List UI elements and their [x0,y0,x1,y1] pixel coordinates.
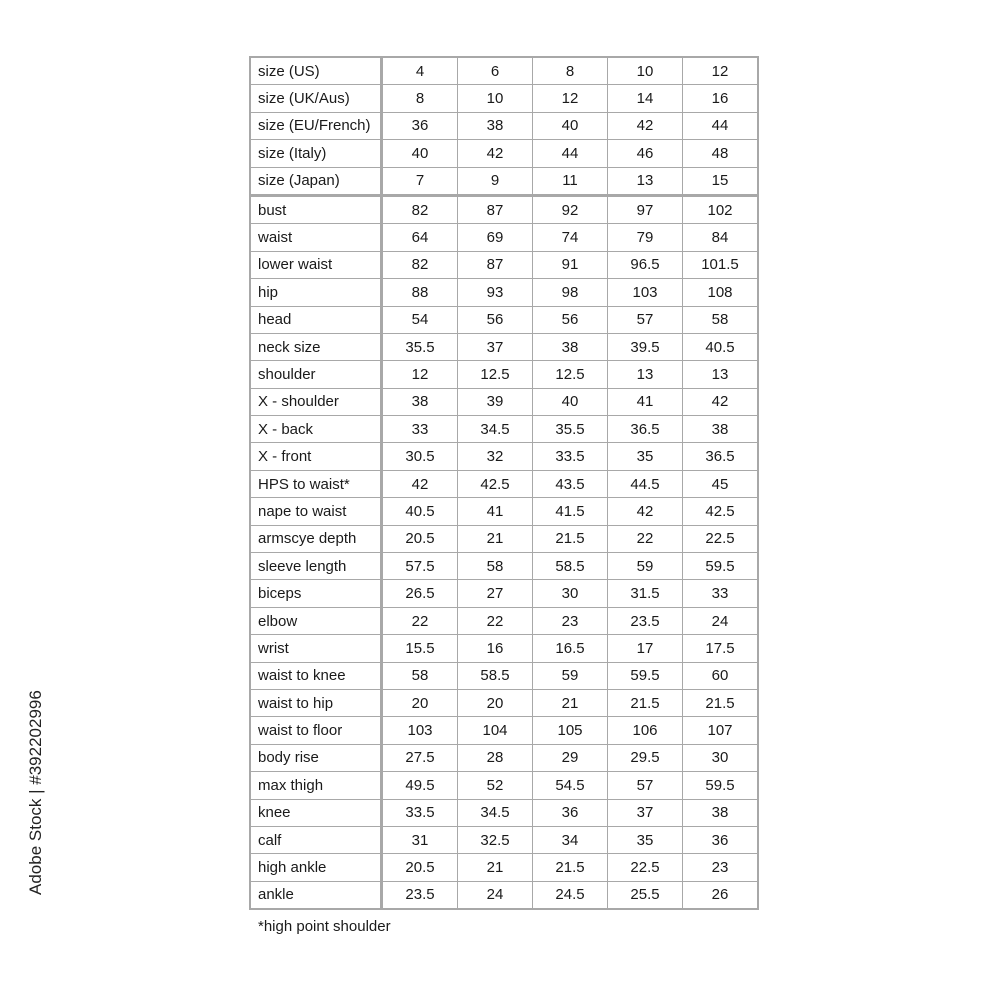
size-value-cell: 27 [458,580,533,607]
size-value-cell: 35.5 [382,333,458,360]
footnote: *high point shoulder [258,918,391,935]
size-value-cell: 39.5 [608,333,683,360]
size-value-cell: 21.5 [683,689,759,716]
size-value-cell: 88 [382,279,458,306]
size-value-cell: 33 [382,416,458,443]
size-value-cell: 21.5 [533,525,608,552]
size-value-cell: 57 [608,772,683,799]
size-value-cell: 58.5 [533,553,608,580]
measurement-row [250,224,758,251]
row-label: lower waist [250,251,382,278]
size-value-cell: 28 [458,744,533,771]
measurement-row [250,361,758,388]
size-value-cell: 35.5 [533,416,608,443]
size-value-cell: 74 [533,224,608,251]
size-system-row [250,112,758,139]
row-label: knee [250,799,382,826]
row-label: hip [250,279,382,306]
size-value-cell: 43.5 [533,470,608,497]
size-value-cell: 48 [683,140,759,167]
size-value-cell: 24 [458,881,533,909]
size-value-cell: 35 [608,443,683,470]
size-value-cell: 22 [608,525,683,552]
measurement-row [250,388,758,415]
row-label: waist to hip [250,689,382,716]
size-value-cell: 91 [533,251,608,278]
measurement-row [250,772,758,799]
measurement-row [250,799,758,826]
size-value-cell: 35 [608,826,683,853]
size-value-cell: 23.5 [382,881,458,909]
size-value-cell: 16.5 [533,635,608,662]
size-value-cell: 22.5 [683,525,759,552]
row-label: X - front [250,443,382,470]
measurement-row [250,607,758,634]
size-value-cell: 36 [382,112,458,139]
size-value-cell: 21 [458,525,533,552]
size-value-cell: 37 [608,799,683,826]
size-value-cell: 42.5 [683,498,759,525]
size-value-cell: 21 [533,689,608,716]
row-label: size (US) [250,57,382,85]
size-value-cell: 87 [458,251,533,278]
row-label: nape to waist [250,498,382,525]
size-value-cell: 12 [382,361,458,388]
size-value-cell: 21.5 [608,689,683,716]
row-label: size (Japan) [250,167,382,195]
row-label: waist [250,224,382,251]
measurement-row [250,689,758,716]
size-value-cell: 27.5 [382,744,458,771]
size-value-cell: 4 [382,57,458,85]
size-value-cell: 102 [683,195,759,223]
size-value-cell: 54 [382,306,458,333]
size-value-cell: 84 [683,224,759,251]
size-value-cell: 59 [608,553,683,580]
row-label: X - back [250,416,382,443]
size-value-cell: 6 [458,57,533,85]
size-value-cell: 22 [382,607,458,634]
size-value-cell: 82 [382,195,458,223]
size-value-cell: 37 [458,333,533,360]
size-value-cell: 79 [608,224,683,251]
row-label: body rise [250,744,382,771]
size-value-cell: 10 [458,85,533,112]
size-value-cell: 33.5 [533,443,608,470]
row-label: biceps [250,580,382,607]
size-value-cell: 40.5 [382,498,458,525]
size-value-cell: 31.5 [608,580,683,607]
size-value-cell: 11 [533,167,608,195]
size-system-row [250,57,758,85]
size-value-cell: 33.5 [382,799,458,826]
size-value-cell: 42 [382,470,458,497]
size-value-cell: 22 [458,607,533,634]
size-value-cell: 30.5 [382,443,458,470]
row-label: X - shoulder [250,388,382,415]
measurement-row [250,498,758,525]
size-value-cell: 104 [458,717,533,744]
size-value-cell: 20.5 [382,525,458,552]
size-value-cell: 44.5 [608,470,683,497]
size-value-cell: 98 [533,279,608,306]
size-value-cell: 36.5 [683,443,759,470]
size-value-cell: 45 [683,470,759,497]
row-label: elbow [250,607,382,634]
size-value-cell: 12.5 [458,361,533,388]
measurement-row [250,525,758,552]
size-value-cell: 22.5 [608,854,683,881]
size-value-cell: 20 [382,689,458,716]
size-value-cell: 13 [608,167,683,195]
size-value-cell: 12.5 [533,361,608,388]
size-value-cell: 34 [533,826,608,853]
size-value-cell: 13 [608,361,683,388]
measurement-row [250,306,758,333]
size-value-cell: 16 [458,635,533,662]
size-system-row [250,140,758,167]
size-value-cell: 15.5 [382,635,458,662]
size-value-cell: 41 [458,498,533,525]
size-value-cell: 44 [683,112,759,139]
measurement-row [250,251,758,278]
size-value-cell: 33 [683,580,759,607]
row-label: armscye depth [250,525,382,552]
size-value-cell: 29.5 [608,744,683,771]
size-value-cell: 103 [382,717,458,744]
size-value-cell: 25.5 [608,881,683,909]
size-value-cell: 32.5 [458,826,533,853]
size-value-cell: 38 [533,333,608,360]
row-label: waist to knee [250,662,382,689]
size-value-cell: 15 [683,167,759,195]
size-value-cell: 10 [608,57,683,85]
size-value-cell: 40 [533,388,608,415]
size-value-cell: 12 [683,57,759,85]
size-value-cell: 38 [683,416,759,443]
size-chart-table [249,56,759,910]
size-value-cell: 36 [683,826,759,853]
size-value-cell: 20 [458,689,533,716]
size-value-cell: 36 [533,799,608,826]
stock-id-label: Adobe Stock | #392202996 [26,690,45,895]
size-value-cell: 39 [458,388,533,415]
size-value-cell: 17 [608,635,683,662]
size-value-cell: 59.5 [683,553,759,580]
row-label: size (Italy) [250,140,382,167]
row-label: sleeve length [250,553,382,580]
size-value-cell: 40.5 [683,333,759,360]
size-value-cell: 42 [683,388,759,415]
row-label: ankle [250,881,382,909]
measurement-row [250,443,758,470]
size-value-cell: 20.5 [382,854,458,881]
size-value-cell: 96.5 [608,251,683,278]
size-value-cell: 44 [533,140,608,167]
size-value-cell: 26 [683,881,759,909]
size-value-cell: 69 [458,224,533,251]
measurement-row [250,662,758,689]
size-value-cell: 58.5 [458,662,533,689]
size-value-cell: 38 [458,112,533,139]
row-label: calf [250,826,382,853]
size-value-cell: 31 [382,826,458,853]
measurement-row [250,470,758,497]
size-value-cell: 46 [608,140,683,167]
size-value-cell: 34.5 [458,799,533,826]
size-value-cell: 7 [382,167,458,195]
size-value-cell: 59.5 [683,772,759,799]
size-value-cell: 12 [533,85,608,112]
measurement-row [250,635,758,662]
row-label: size (EU/French) [250,112,382,139]
size-value-cell: 42.5 [458,470,533,497]
size-value-cell: 23 [683,854,759,881]
size-value-cell: 36.5 [608,416,683,443]
size-value-cell: 105 [533,717,608,744]
size-system-row [250,85,758,112]
size-system-row [250,167,758,195]
size-value-cell: 34.5 [458,416,533,443]
size-value-cell: 101.5 [683,251,759,278]
size-value-cell: 21 [458,854,533,881]
size-value-cell: 87 [458,195,533,223]
size-value-cell: 56 [533,306,608,333]
size-value-cell: 54.5 [533,772,608,799]
row-label: size (UK/Aus) [250,85,382,112]
size-value-cell: 57.5 [382,553,458,580]
size-value-cell: 23.5 [608,607,683,634]
size-value-cell: 97 [608,195,683,223]
row-label: neck size [250,333,382,360]
size-value-cell: 92 [533,195,608,223]
size-value-cell: 17.5 [683,635,759,662]
row-label: max thigh [250,772,382,799]
size-value-cell: 52 [458,772,533,799]
size-value-cell: 14 [608,85,683,112]
size-value-cell: 30 [533,580,608,607]
measurement-row [250,854,758,881]
row-label: HPS to waist* [250,470,382,497]
size-value-cell: 38 [683,799,759,826]
size-value-cell: 57 [608,306,683,333]
size-value-cell: 58 [458,553,533,580]
measurement-row [250,553,758,580]
size-value-cell: 59.5 [608,662,683,689]
size-value-cell: 42 [608,112,683,139]
measurement-row [250,744,758,771]
row-label: head [250,306,382,333]
measurement-row [250,881,758,909]
size-value-cell: 8 [533,57,608,85]
size-value-cell: 26.5 [382,580,458,607]
size-value-cell: 24.5 [533,881,608,909]
size-value-cell: 21.5 [533,854,608,881]
row-label: waist to floor [250,717,382,744]
measurement-row [250,416,758,443]
size-value-cell: 64 [382,224,458,251]
size-value-cell: 32 [458,443,533,470]
size-value-cell: 9 [458,167,533,195]
size-value-cell: 56 [458,306,533,333]
size-value-cell: 59 [533,662,608,689]
size-value-cell: 103 [608,279,683,306]
measurement-row [250,279,758,306]
size-value-cell: 24 [683,607,759,634]
size-value-cell: 60 [683,662,759,689]
size-value-cell: 49.5 [382,772,458,799]
measurement-row [250,195,758,223]
size-value-cell: 41.5 [533,498,608,525]
size-value-cell: 108 [683,279,759,306]
measurement-row [250,717,758,744]
size-value-cell: 40 [533,112,608,139]
size-value-cell: 82 [382,251,458,278]
measurement-row [250,333,758,360]
size-value-cell: 58 [683,306,759,333]
size-value-cell: 29 [533,744,608,771]
size-value-cell: 93 [458,279,533,306]
row-label: bust [250,195,382,223]
size-value-cell: 23 [533,607,608,634]
size-value-cell: 8 [382,85,458,112]
size-value-cell: 38 [382,388,458,415]
size-value-cell: 42 [608,498,683,525]
size-value-cell: 42 [458,140,533,167]
row-label: high ankle [250,854,382,881]
size-value-cell: 16 [683,85,759,112]
size-value-cell: 107 [683,717,759,744]
row-label: shoulder [250,361,382,388]
size-value-cell: 30 [683,744,759,771]
size-value-cell: 40 [382,140,458,167]
measurement-row [250,826,758,853]
row-label: wrist [250,635,382,662]
size-value-cell: 106 [608,717,683,744]
measurement-row [250,580,758,607]
size-value-cell: 58 [382,662,458,689]
size-value-cell: 13 [683,361,759,388]
size-value-cell: 41 [608,388,683,415]
